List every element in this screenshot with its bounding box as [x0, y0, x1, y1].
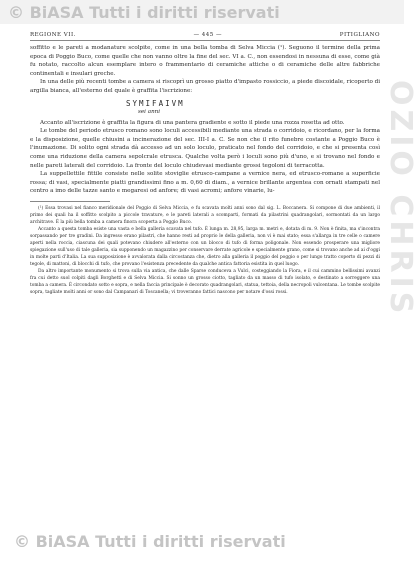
- inscription-reading: sei anni: [138, 108, 161, 115]
- watermark-top: © BiASA Tutti i diritti riservati: [8, 3, 280, 22]
- page-header: [30, 32, 380, 41]
- paragraph-4: Le tombe del periodo etrusco romano sono loculi accessibili mediante una strada o corridoio, e ricordano, per la forma e la disposizione, quelle chiusini a incinerazione del sec. III-I a. C. Se non che il rito funebre costante a Poggio Buco è l'inumazione. Di solito ogni strada dà accesso ad un solo loculo, praticato nel fondo del corridoio, e che si presenta così come una riduzione della camera sepolcrale etrusca. Qualche volta però i loculi sono più d'uno, e si trovano nel fondo e nelle pareti laterali del corridoio. La fronte del loculo chiudevasi mediante grossi tegoloni di terracotta.: [30, 128, 380, 169]
- paragraph-3: Accanto all'iscrizione è graffita la figura di una pantera gradiente e sotto il piede una rozza rosetta ad otto.: [40, 119, 345, 126]
- page: [30, 32, 380, 532]
- watermark-banner: [0, 0, 404, 24]
- header-place: PITIGLIANO: [339, 32, 380, 38]
- paragraph-5: La suppellettile fittile consiste nelle solite stoviglie etrusco-campane a vernice nera, ed etrusco-romane a superficie rossa; di vasi, specialmente piatti grandissimi fino a m. 0,60 di diam., a vernice brillante argentea con ornati stampati nel centro a imo delle tazze santo e megaresi od anfore; di vasi acromi; anfore vinarie, lu-: [30, 171, 380, 195]
- watermark-bottom: © BiASA Tutti i diritti riservati: [14, 532, 286, 551]
- footnote-3: Da altro importante monumento si trova sulla via antica, che dalle Sparse conduceva a Vulci, costeggiando la Fiora, e il cui cammino bellissimi avanzi fra cui detto suol colpiti dagli Borghetti e di Selva Miccia. Si sonno un grosso ciotto, tagliato da un masso di tufo isolato, e destinato a sorreggere una tomba a camera. È circondato sotto e sopra, e nella faccia principale è decorato quadrangolari, statua, tettoia, della necropoli vulcentana. Le tombe scolpite sopra, tagliate molti anni or sono dal Campanari di Toscanella; vi troveranno fattici nascono per notare d'ossi rossi.: [30, 268, 380, 295]
- footnote-1: (¹) Essa trovasi nel fianco meridionale del Poggio di Selva Miccia, e fu scavata molti anni sono dal sig. L. Boccanera. Si compone di due ambienti, il primo dei quali ha il soffitto scolpito a piccole travature, e le pareti laterali a scomparti, formati da pilastrini quadrangolari, sormontati da un largo architrave. È la più bella tomba a camera finora scoperta a Poggio Buco.: [30, 205, 380, 225]
- footnote-2: Accanto a questa tomba esiste una vasta e bella galleria scavata nel tufo. È lunga m. 28,95, larga m. metri e, dotata di m. 9. Non è finita, ma s'incontra sorpassando per tre gradini. Da ingresso erano pilastri, che hanno resti ad proprio le della galleria, non vi è mai stato; essa s'allarga in tre celle o camere aperti nella roccia, ciascuna dei quali potevano chiudere all'esterno con un blocco di tufo di forma poligonale. Non essendo prosperare una migliore spiegazione sull'uso di tale galleria, sia supponendo un magazzino per conservare derrate agricole e specialmente grano, come si trovano anche ad ai d'oggi in molte parti d'Italia. La sua supposizione è avvalorata dalla circostanza che, dietro alla galleria il poggio del poggio o per lungo tratto coperto di pezzi di tegole, di mattoni, di blocchi di tufo, che provano l'esistenza precedente da qualche antica fattoria esistita in quel luogo.: [30, 226, 380, 267]
- inscription: SYMIFAIVM: [126, 98, 185, 108]
- paragraph-2: In una delle più recenti tombe a camera si riscoprì un grosso piatto d'impasto rossiccio, a piede discoidale, ricoperto di argilla bianca, all'esterno del quale è graffita l'iscrizione:: [30, 79, 380, 94]
- paragraph-1: soffitto e le pareti a modanature scolpite, come in una bella tomba di Selva Miccia (¹). Seguono il termine della prima epoca di Poggio Buco, come quelle che non vanno oltre la fine del sec. VI a. C., non essendosi in nessuna di esse, come già fu notato, raccolto alcun esemplare intero o frammentario di ceramiche attiche o di ceramiche delle altre fabbriche continentali e insulari greche.: [30, 45, 380, 77]
- watermark-side: OZIO CHRIS: [383, 80, 418, 318]
- footnote-rule: [30, 201, 110, 202]
- header-region: REGIONE VII.: [30, 32, 76, 38]
- header-page-number: — 445 —: [193, 32, 223, 38]
